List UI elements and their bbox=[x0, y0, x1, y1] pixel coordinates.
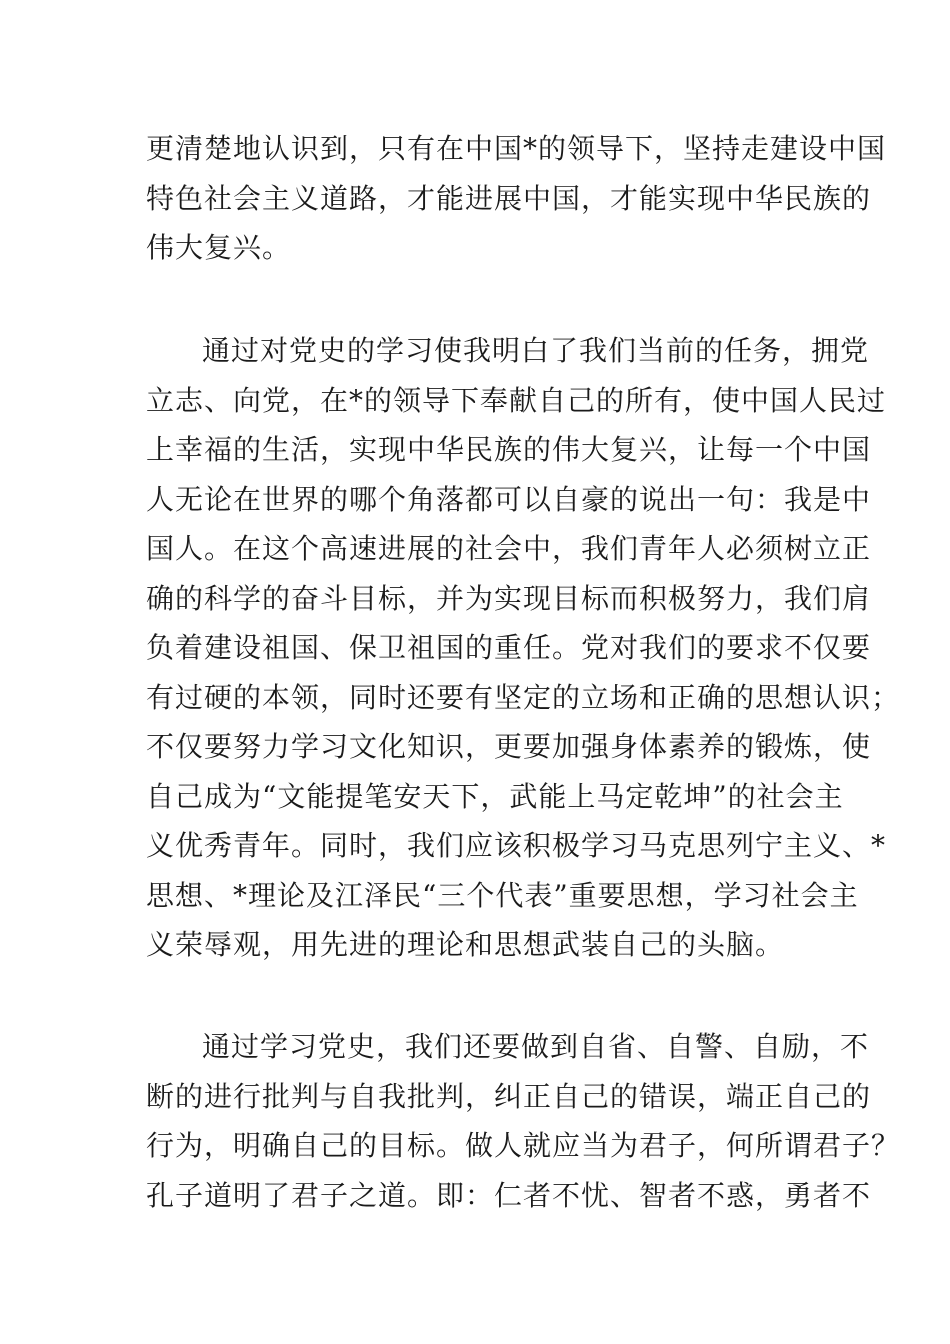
text-line: 自己成为“文能提笔安天下，武能上马定乾坤”的社会主 bbox=[146, 779, 844, 813]
text-line: 立志、向党，在*的领导下奉献自己的所有，使中国人民过 bbox=[146, 383, 887, 417]
text-line: 义荣辱观，用先进的理论和思想武装自己的头脑。 bbox=[146, 928, 785, 961]
text-line: 人无论在世界的哪个角落都可以自豪的说出一句：我是中 bbox=[146, 482, 872, 516]
text-line: 通过对党史的学习使我明白了我们当前的任务，拥党 bbox=[202, 334, 870, 367]
text-line: 不仅要努力学习文化知识，更要加强身体素养的锻炼，使 bbox=[146, 730, 872, 763]
text-line: 孔子道明了君子之道。即：仁者不忧、智者不惑，勇者不 bbox=[146, 1178, 872, 1212]
text-line: 通过学习党史，我们还要做到自省、自警、自励，不 bbox=[202, 1030, 870, 1063]
text-line: 行为，明确自己的目标。做人就应当为君子，何所谓君子？ bbox=[146, 1129, 901, 1162]
text-line: 特色社会主义道路，才能进展中国，才能实现中华民族的 bbox=[146, 181, 872, 215]
text-line: 义优秀青年。同时，我们应该积极学习马克思列宁主义、* bbox=[146, 829, 887, 862]
text-line: 上幸福的生活，实现中华民族的伟大复兴，让每一个中国 bbox=[146, 433, 872, 466]
paragraph-2 bbox=[146, 326, 901, 970]
text-line: 更清楚地认识到，只有在中国*的领导下，坚持走建设中国 bbox=[146, 132, 887, 165]
text-line: 负着建设祖国、保卫祖国的重任。党对我们的要求不仅要 bbox=[146, 631, 872, 664]
text-line: 伟大复兴。 bbox=[146, 231, 292, 264]
text-line: 断的进行批判与自我批判，纠正自己的错误，端正自己的 bbox=[146, 1079, 872, 1113]
paragraph-3 bbox=[146, 1022, 901, 1220]
text-line: 国人。在这个高速进展的社会中，我们青年人必须树立正 bbox=[146, 532, 872, 565]
text-line: 确的科学的奋斗目标，并为实现目标而积极努力，我们肩 bbox=[146, 581, 872, 615]
text-line: 有过硬的本领，同时还要有坚定的立场和正确的思想认识； bbox=[146, 680, 901, 714]
text-line: 思想、*理论及江泽民“三个代表”重要思想，学习社会主 bbox=[146, 878, 859, 912]
paragraph-1 bbox=[146, 124, 887, 273]
